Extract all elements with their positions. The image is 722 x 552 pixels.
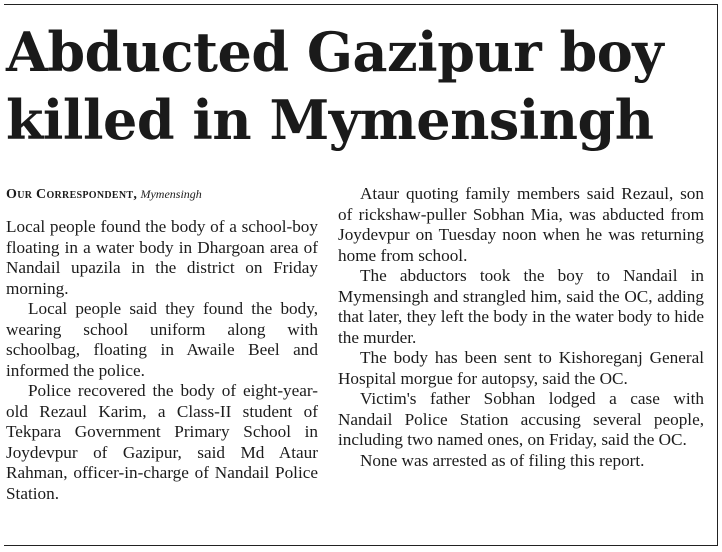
right-rule bbox=[717, 4, 718, 546]
paragraph-3: Police recovered the body of eight-year-old Rezaul Karim, a Class-II student of Tekpara Government Primary School in Joydevpur of Gazipur, said Md Ataur Rahman, officer-in-charge of Nandail Police Station. bbox=[6, 381, 318, 503]
left-column bbox=[6, 184, 318, 504]
paragraph-1: Local people found the body of a school-boy floating in a water body in Dhargoan area of Nandail upazila in the district on Friday morning. bbox=[6, 217, 318, 298]
paragraph-5: The abductors took the boy to Nandail in Mymensingh and strangled him, said the OC, adding that later, they left the body in the water body to hide the murder. bbox=[338, 266, 704, 347]
paragraph-7: Victim's father Sobhan lodged a case with Nandail Police Station accusing several people, including two named ones, on Friday, said the OC. bbox=[338, 389, 704, 449]
byline-correspondent: Our Correspondent, bbox=[6, 187, 138, 202]
paragraph-8: None was arrested as of filing this report. bbox=[360, 450, 645, 470]
bottom-rule bbox=[4, 545, 718, 546]
paragraph-4: Ataur quoting family members said Rezaul, son of rickshaw-puller Sobhan Mia, was abducted from Joydevpur on Tuesday noon when he was returning home from school. bbox=[338, 184, 704, 265]
byline bbox=[6, 184, 318, 205]
paragraph-6: The body has been sent to Kishoreganj General Hospital morgue for autopsy, said the OC. bbox=[338, 348, 704, 388]
right-column bbox=[338, 184, 704, 471]
headline: Abducted Gazipur boy killed in Mymensingh bbox=[6, 20, 664, 152]
top-rule bbox=[4, 4, 718, 5]
byline-place: Mymensingh bbox=[140, 187, 202, 201]
paragraph-2: Local people said they found the body, wearing school uniform along with schoolbag, floating in Awaile Beel and informed the police. bbox=[6, 299, 318, 380]
